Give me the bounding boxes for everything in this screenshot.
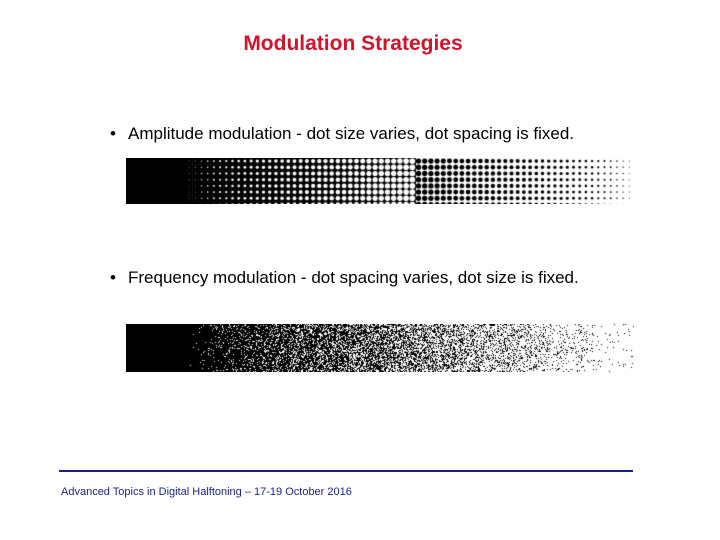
bullet-frequency-modulation: [110, 268, 579, 288]
footer-text: Advanced Topics in Digital Halftoning – 17-19 October 2016: [61, 486, 352, 498]
bullet-marker: •: [110, 268, 116, 287]
bullet-marker: •: [110, 124, 116, 143]
frequency-modulation-gradient: [126, 324, 634, 372]
footer-divider: [59, 470, 633, 472]
bullet-text: Amplitude modulation - dot size varies, dot spacing is fixed.: [128, 124, 575, 143]
slide-title: Modulation Strategies: [243, 32, 463, 55]
amplitude-modulation-gradient: [126, 158, 634, 204]
bullet-text: Frequency modulation - dot spacing varies, dot size is fixed.: [128, 268, 579, 287]
bullet-amplitude-modulation: [110, 124, 574, 144]
